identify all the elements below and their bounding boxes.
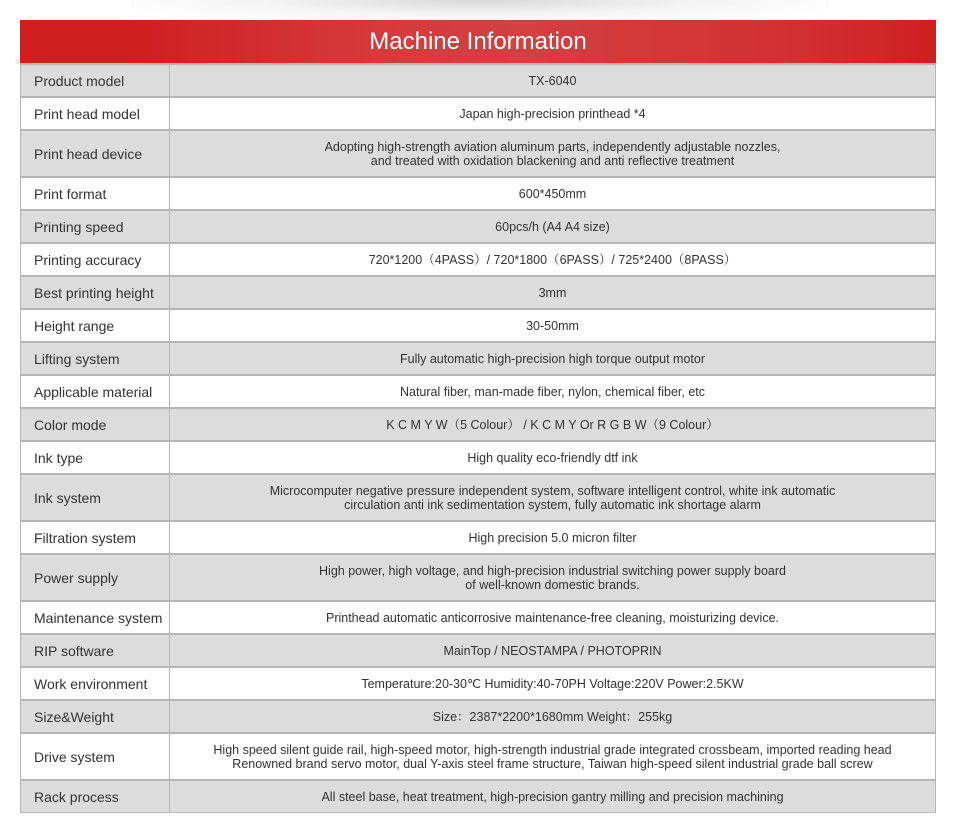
value-line: Adopting high-strength aviation aluminum parts, independently adjustable nozzles, bbox=[324, 139, 781, 154]
row-value bbox=[170, 376, 936, 407]
table-row bbox=[20, 374, 936, 407]
value-line: Printhead automatic anticorrosive maintenance-free cleaning, moisturizing device. bbox=[325, 610, 779, 625]
table-row bbox=[20, 600, 936, 633]
table-row bbox=[20, 633, 936, 666]
row-label: Ink type bbox=[20, 442, 170, 473]
row-label: Size&Weight bbox=[20, 701, 170, 732]
row-value bbox=[170, 602, 936, 633]
row-label: Print head model bbox=[20, 98, 170, 129]
table-row bbox=[20, 699, 936, 732]
value-line: Fully automatic high-precision high torque output motor bbox=[399, 351, 706, 366]
value-line: 3mm bbox=[538, 285, 567, 300]
row-label: Height range bbox=[20, 310, 170, 341]
row-label: Applicable material bbox=[20, 376, 170, 407]
value-line: Natural fiber, man-made fiber, nylon, chemical fiber, etc bbox=[399, 384, 705, 399]
value-line: Size：2387*2200*1680mm Weight：255kg bbox=[432, 709, 673, 724]
row-label: Drive system bbox=[20, 734, 170, 779]
row-value bbox=[170, 310, 936, 341]
row-value bbox=[170, 635, 936, 666]
row-label: Work environment bbox=[20, 668, 170, 699]
value-line: circulation anti ink sedimentation system, fully automatic ink shortage alarm bbox=[344, 497, 761, 512]
row-label: Printing speed bbox=[20, 211, 170, 242]
row-value bbox=[170, 701, 936, 732]
row-label: Maintenance system bbox=[20, 602, 170, 633]
value-line: and treated with oxidation blackening and anti reflective treatment bbox=[370, 153, 735, 168]
row-value bbox=[170, 343, 936, 374]
row-value bbox=[170, 475, 936, 520]
row-value bbox=[170, 131, 936, 176]
value-line: Renowned brand servo motor, dual Y-axis steel frame structure, Taiwan high-speed silent industrial grade ball screw bbox=[232, 756, 873, 771]
row-value bbox=[170, 244, 936, 275]
table-row bbox=[20, 129, 936, 176]
value-line: High precision 5.0 micron filter bbox=[468, 530, 637, 545]
row-value bbox=[170, 98, 936, 129]
row-label: RIP software bbox=[20, 635, 170, 666]
row-value bbox=[170, 668, 936, 699]
row-value bbox=[170, 65, 936, 96]
table-row bbox=[20, 63, 936, 96]
row-label: Ink system bbox=[20, 475, 170, 520]
row-label: Color mode bbox=[20, 409, 170, 440]
row-label: Product model bbox=[20, 65, 170, 96]
value-line: All steel base, heat treatment, high-precision gantry milling and precision machining bbox=[321, 789, 784, 804]
row-value bbox=[170, 442, 936, 473]
table-row bbox=[20, 275, 936, 308]
row-label: Power supply bbox=[20, 555, 170, 600]
value-line: 30-50mm bbox=[526, 318, 579, 333]
row-value bbox=[170, 555, 936, 600]
row-label: Print head device bbox=[20, 131, 170, 176]
table-row bbox=[20, 520, 936, 553]
table-row bbox=[20, 407, 936, 440]
row-value bbox=[170, 522, 936, 553]
value-line: High power, high voltage, and high-precision industrial switching power supply board bbox=[319, 563, 786, 578]
table-row bbox=[20, 242, 936, 275]
value-line: 60pcs/h (A4 A4 size) bbox=[495, 219, 610, 234]
row-label: Print format bbox=[20, 178, 170, 209]
table-row bbox=[20, 732, 936, 779]
value-line: High speed silent guide rail, high-speed motor, high-strength industrial grade integrated crossbeam, imported reading head bbox=[213, 742, 892, 757]
row-label: Lifting system bbox=[20, 343, 170, 374]
table-row bbox=[20, 176, 936, 209]
table-row bbox=[20, 209, 936, 242]
value-line: TX-6040 bbox=[528, 73, 577, 88]
table-row bbox=[20, 473, 936, 520]
value-line: 600*450mm bbox=[518, 186, 587, 201]
row-label: Printing accuracy bbox=[20, 244, 170, 275]
value-line: High quality eco-friendly dtf ink bbox=[467, 450, 638, 465]
row-label: Rack process bbox=[20, 781, 170, 812]
value-line: Japan high-precision printhead *4 bbox=[459, 106, 646, 121]
table-row bbox=[20, 553, 936, 600]
value-line: Microcomputer negative pressure independent system, software intelligent control, white ink automatic bbox=[269, 483, 836, 498]
value-line: Temperature:20-30℃ Humidity:40-70PH Voltage:220V Power:2.5KW bbox=[361, 676, 744, 691]
row-label: Best printing height bbox=[20, 277, 170, 308]
row-value bbox=[170, 409, 936, 440]
row-value bbox=[170, 277, 936, 308]
background-glow bbox=[130, 0, 830, 22]
table-row bbox=[20, 341, 936, 374]
table-row bbox=[20, 779, 936, 812]
value-line: 720*1200（4PASS）/ 720*1800（6PASS）/ 725*2400（8PASS） bbox=[368, 252, 737, 267]
row-value bbox=[170, 734, 936, 779]
value-line: MainTop / NEOSTAMPA / PHOTOPRIN bbox=[443, 643, 662, 658]
row-value bbox=[170, 781, 936, 812]
row-value bbox=[170, 211, 936, 242]
value-line: K C M Y W（5 Colour） / K C M Y Or R G B W（9 Colour） bbox=[386, 417, 719, 432]
table-row bbox=[20, 308, 936, 341]
table-row bbox=[20, 440, 936, 473]
table-title: Machine Information bbox=[20, 20, 936, 63]
machine-info-table bbox=[20, 20, 936, 813]
table-body bbox=[20, 63, 936, 812]
row-value bbox=[170, 178, 936, 209]
row-label: Filtration system bbox=[20, 522, 170, 553]
table-row bbox=[20, 666, 936, 699]
table-row bbox=[20, 96, 936, 129]
value-line: of well-known domestic brands. bbox=[465, 577, 640, 592]
